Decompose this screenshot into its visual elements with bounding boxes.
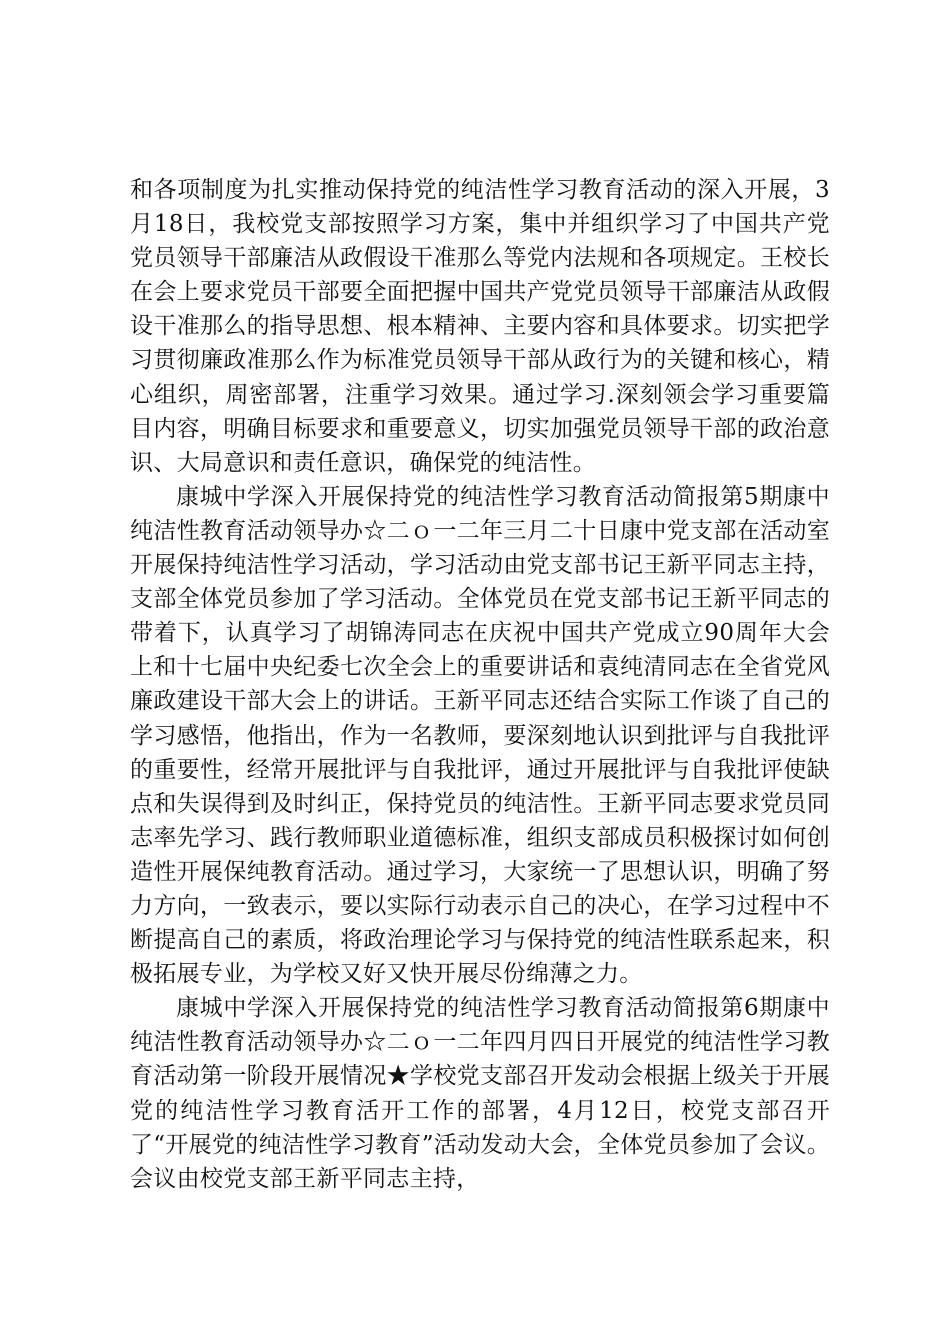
paragraph-1: 和各项制度为扎实推动保持党的纯洁性学习教育活动的深入开展，3月18日，我校党支部按照学习方案，集中并组织学习了中国共产党党员领导干部廉洁从政假设干准那么等党内法规和各项规定。王校长在会上要求党员干部要全面把握中国共产党党员领导干部廉洁从政假设干准那么的指导思想、根本精神、主要内容和具体要求。切实把学习贯彻廉政准那么作为标准党员领导干部从政行为的关键和核心，精心组织，周密部署，注重学习效果。通过学习.深刻领会学习重要篇目内容，明确目标要求和重要意义，切实加强党员领导干部的政治意识、大局意识和责任意识，确保党的纯洁性。 <box>130 177 830 476</box>
paragraph-2: 康城中学深入开展保持党的纯洁性学习教育活动简报第5期康中纯洁性教育活动领导办☆二ｏ一二年三月二十日康中党支部在活动室开展保持纯洁性学习活动，学习活动由党支部书记王新平同志主持，支部全体党员参加了学习活动。全体党员在党支部书记王新平同志的带着下，认真学习了胡锦涛同志在庆祝中国共产党成立90周年大会上和十七届中央纪委七次全会上的重要讲话和袁纯清同志在全省党风廉政建设干部大会上的讲话。王新平同志还结合实际工作谈了自己的学习感悟，他指出，作为一名教师，要深刻地认识到批评与自我批评的重要性，经常开展批评与自我批评，通过开展批评与自我批评使缺点和失误得到及时纠正，保持党员的纯洁性。王新平同志要求党员同志率先学习、践行教师职业道德标准，组织支部成员积极探讨如何创造性开展保纯教育活动。通过学习，大家统一了思想认识，明确了努力方向，一致表示，要以实际行动表示自己的决心，在学习过程中不断提高自己的素质，将政治理论学习与保持党的纯洁性联系起来，积极拓展专业，为学校又好又快开展尽份绵薄之力。 <box>130 483 830 988</box>
document-body <box>130 173 830 1196</box>
paragraph-3: 康城中学深入开展保持党的纯洁性学习教育活动简报第6期康中纯洁性教育活动领导办☆二ｏ一二年四月四日开展党的纯洁性学习教育活动第一阶段开展情况★学校党支部召开发动会根据上级关于开展党的纯洁性学习教育活开工作的部署，4月12日，校党支部召开了“开展党的纯洁性学习教育”活动发动大会，全体党员参加了会议。会议由校党支部王新平同志主持， <box>130 995 830 1192</box>
